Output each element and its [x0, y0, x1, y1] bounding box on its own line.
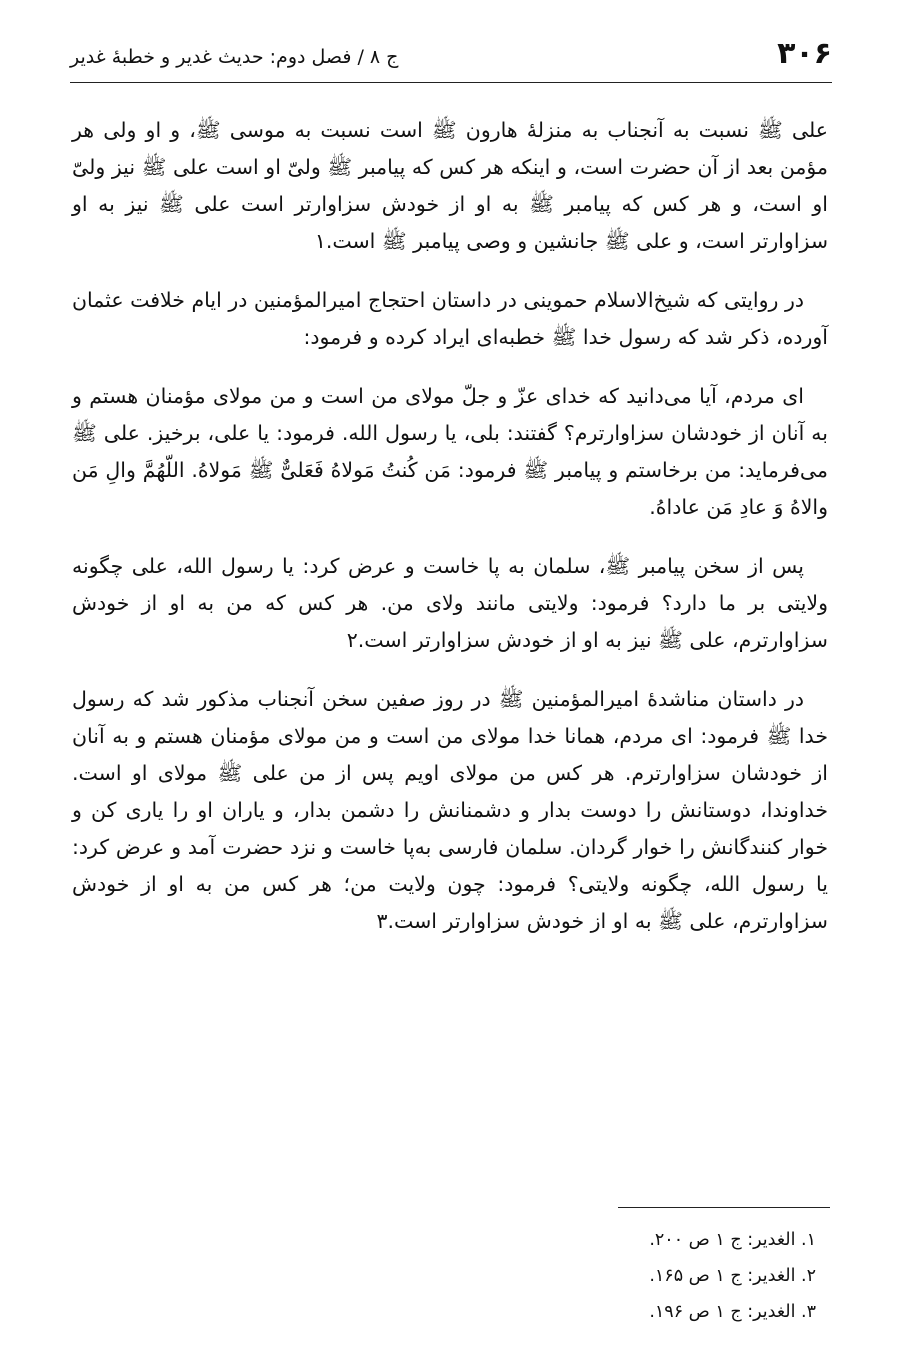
page-header: [70, 30, 832, 83]
running-title: ج ۸ / فصل دوم: حدیث غدیر و خطبهٔ غدیر: [70, 46, 399, 68]
main-text: [72, 112, 828, 962]
footnote-divider: [618, 1207, 830, 1208]
footnote-2: ۲. الغدیر: ج ۱ ص ۱۶۵.: [649, 1266, 816, 1286]
paragraph-1: علی ﷺ نسبت به آنجناب به منزلهٔ هارون ﷺ است نسبت به موسی ﷺ، و او ولی هر مؤمن بعد از آن حضرت است، و اینکه هر کس که پیامبر ﷺ ولیّ او است علی ﷺ نیز ولیّ او است، و هر کس که پیامبر ﷺ به او از خودش سزاوارتر است علی ﷺ نیز به او سزاوارتر است، و علی ﷺ جانشین و وصی پیامبر ﷺ است.۱: [72, 118, 828, 253]
footnote-1: ۱. الغدیر: ج ۱ ص ۲۰۰.: [649, 1230, 816, 1250]
page-number: ۳۰۶: [777, 36, 832, 71]
paragraph-4: پس از سخن پیامبر ﷺ، سلمان به پا خاست و عرض کرد: یا رسول الله، علی چگونه ولایتی بر ما دارد؟ فرمود: ولایتی مانند ولای من. هر کس که من به او از خودش سزاوارترم، علی ﷺ نیز به او از خودش سزاوارتر است.۲: [72, 554, 828, 652]
footnote-3: ۳. الغدیر: ج ۱ ص ۱۹۶.: [649, 1302, 816, 1322]
paragraph-2: در روایتی که شیخ‌الاسلام حموینی در داستان احتجاج امیرالمؤمنین در ایام خلافت عثمان آورده، ذکر شد که رسول خدا ﷺ خطبه‌ای ایراد کرده و فرمود:: [72, 288, 828, 349]
footnotes: [72, 1222, 816, 1330]
paragraph-5: در داستان مناشدهٔ امیرالمؤمنین ﷺ در روز صفین سخن آنجناب مذکور شد که رسول خدا ﷺ فرمود: ای مردم، همانا خدا مولای من است و من مولای مؤمنان هستم و به آنان از خودشان سزاوارترم. هر کس من مولای اویم پس از من علی ﷺ مولای او است. خداوندا، دوستانش را دوست بدار و دشمنانش را دشمن بدار، و یاران او را یاری کن و خوار کنندگانش را خوار گردان. سلمان فارسی به‌پا خاست و نزد حضرت آمد و عرض کرد: یا رسول الله، چگونه ولایتی؟ فرمود: چون ولایت من؛ هر کس من به او از خودش سزاوارترم، علی ﷺ به او از خودش سزاوارتر است.۳: [72, 687, 828, 933]
paragraph-3: ای مردم، آیا می‌دانید که خدای عزّ و جلّ مولای من است و من مولای مؤمنان هستم و به آنان از خودشان سزاوارترم؟ گفتند: بلی، یا رسول الله. فرمود: یا علی، برخیز. علی ﷺ می‌فرماید: من برخاستم و پیامبر ﷺ فرمود: مَن کُنتُ مَولاهُ فَعَلیٌّ ﷺ مَولاهُ. اللّهُمَّ والِ مَن والاهُ وَ عادِ مَن عاداهُ.: [72, 384, 828, 519]
